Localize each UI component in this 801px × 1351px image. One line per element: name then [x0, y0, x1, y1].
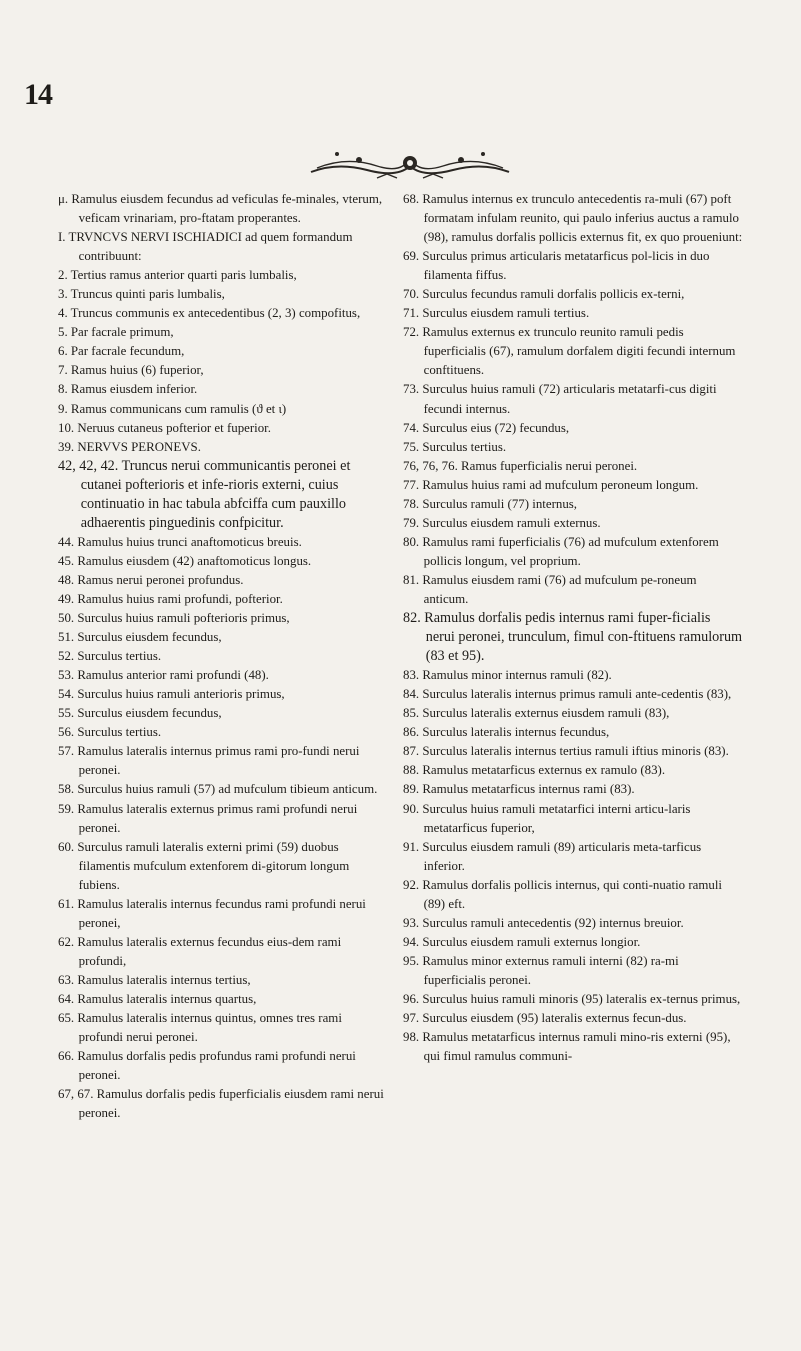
right-column	[403, 190, 743, 1066]
entry: 55. Surculus eiusdem fecundus,	[58, 706, 222, 721]
entry: 49. Ramulus huius rami profundi, pofterior.	[58, 591, 283, 606]
entry: 67, 67. Ramulus dorfalis pedis fuperficialis eiusdem rami nerui peronei.	[58, 1087, 384, 1121]
entry: 91. Surculus eiusdem ramuli (89) articularis meta-tarficus inferior.	[403, 839, 702, 873]
entry: 10. Neruus cutaneus pofterior et fuperior.	[58, 420, 271, 435]
entry: 61. Ramulus lateralis internus fecundus rami profundi nerui peronei,	[58, 896, 366, 930]
entry: 44. Ramulus huius trunci anaftomoticus breuis.	[58, 534, 302, 549]
entry: 84. Surculus lateralis internus primus ramuli ante-cedentis (83),	[403, 687, 732, 702]
entry: μ. Ramulus eiusdem fecundus ad veficulas fe-minales, vterum, veficam vrinariam, pro-ftatam properantes.	[58, 192, 383, 226]
entry: 5. Par facrale primum,	[58, 325, 174, 340]
entry: 75. Surculus tertius.	[403, 439, 507, 454]
entry: 50. Surculus huius ramuli pofterioris primus,	[58, 611, 290, 626]
entry: 81. Ramulus eiusdem rami (76) ad mufculum pe-roneum anticum.	[403, 572, 697, 606]
entry: 83. Ramulus minor internus ramuli (82).	[403, 668, 612, 683]
entry: 45. Ramulus eiusdem (42) anaftomoticus longus.	[58, 553, 312, 568]
entry: 60. Surculus ramuli lateralis externi primi (59) duobus filamentis mufculum extenforem di-gitorum longum fubiens.	[58, 839, 350, 892]
entry: 68. Ramulus internus ex trunculo antecedentis ra-muli (67) poft formatam infulam reunito, qui paulo inferius auctus a ramulo (98), ramulus dorfalis pollicis externus fit, ex quo proueniunt:	[403, 192, 743, 245]
entry: 9. Ramus communicans cum ramulis (ϑ et ι)	[58, 401, 287, 416]
entry: 88. Ramulus metatarficus externus ex ramulo (83).	[403, 763, 666, 778]
entry: 56. Surculus tertius.	[58, 725, 162, 740]
entry: 72. Ramulus externus ex trunculo reunito ramuli pedis fuperficialis (67), ramulum dorfalem digiti fecundi internum conftituens.	[403, 325, 736, 378]
entry: 54. Surculus huius ramuli anterioris primus,	[58, 687, 285, 702]
entry: 97. Surculus eiusdem (95) lateralis externus fecun-dus.	[403, 1011, 687, 1026]
page-number: 14	[24, 78, 52, 111]
entry: 4. Truncus communis ex antecedentibus (2, 3) compofitus,	[58, 306, 361, 321]
entry: 87. Surculus lateralis internus tertius ramuli iftius minoris (83).	[403, 744, 729, 759]
left-column	[58, 190, 384, 1123]
entry: 95. Ramulus minor externus ramuli interni (82) ra-mi fuperficialis peronei.	[403, 953, 679, 987]
entry: 79. Surculus eiusdem ramuli externus.	[403, 515, 601, 530]
entry: 51. Surculus eiusdem fecundus,	[58, 630, 222, 645]
entry: 76, 76, 76. Ramus fuperficialis nerui peronei.	[403, 458, 638, 473]
decorative-headband-icon	[307, 148, 513, 182]
entry: 57. Ramulus lateralis internus primus rami pro-fundi nerui peronei.	[58, 744, 360, 778]
entry: 89. Ramulus metatarficus internus rami (83).	[403, 782, 635, 797]
entry: 64. Ramulus lateralis internus quartus,	[58, 991, 257, 1006]
entry: 58. Surculus huius ramuli (57) ad mufculum tibieum anticum.	[58, 782, 378, 797]
entry: 7. Ramus huius (6) fuperior,	[58, 363, 204, 378]
entry: 62. Ramulus lateralis externus fecundus eius-dem rami profundi,	[58, 934, 342, 968]
entry: 71. Surculus eiusdem ramuli tertius.	[403, 306, 590, 321]
entry: 80. Ramulus rami fuperficialis (76) ad mufculum extenforem pollicis longum, vel proprium.	[403, 534, 719, 568]
entry: 96. Surculus huius ramuli minoris (95) lateralis ex-ternus primus,	[403, 991, 741, 1006]
entry: 98. Ramulus metatarficus internus ramuli mino-ris externi (95), qui fimul ramulus communi-	[403, 1030, 731, 1064]
entry: 92. Ramulus dorfalis pollicis internus, qui conti-nuatio ramuli (89) eft.	[403, 877, 722, 911]
entry: 85. Surculus lateralis externus eiusdem ramuli (83),	[403, 706, 670, 721]
entry: 86. Surculus lateralis internus fecundus,	[403, 725, 610, 740]
entry: 2. Tertius ramus anterior quarti paris lumbalis,	[58, 268, 297, 283]
entry: 6. Par facrale fecundum,	[58, 344, 185, 359]
entry: 48. Ramus nerui peronei profundus.	[58, 572, 244, 587]
entry: 42, 42, 42. Truncus nerui communicantis peronei et cutanei pofterioris et infe-rioris externi, cuius continuatio in hac tabula abfciffa cum pauxillo adhaerentis pinguedinis confpicitur.	[58, 457, 351, 531]
entry: I. TRVNCVS NERVI ISCHIADICI ad quem formandum contribuunt:	[58, 230, 353, 264]
entry: 8. Ramus eiusdem inferior.	[58, 382, 198, 397]
entry: 65. Ramulus lateralis internus quintus, omnes tres rami profundi nerui peronei.	[58, 1011, 342, 1045]
entry: 39. NERVVS PERONEVS.	[58, 439, 201, 454]
entry: 70. Surculus fecundus ramuli dorfalis pollicis ex-terni,	[403, 287, 685, 302]
entry: 53. Ramulus anterior rami profundi (48).	[58, 668, 269, 683]
entry: 74. Surculus eius (72) fecundus,	[403, 420, 570, 435]
entry: 77. Ramulus huius rami ad mufculum peroneum longum.	[403, 477, 699, 492]
entry: 66. Ramulus dorfalis pedis profundus rami profundi nerui peronei.	[58, 1049, 356, 1083]
entry: 73. Surculus huius ramuli (72) articularis metatarfi-cus digiti fecundi internus.	[403, 382, 717, 416]
entry: 82. Ramulus dorfalis pedis internus rami fuper-ficialis nerui peronei, trunculum, fimul con-ftituens ramulorum (83 et 95).	[403, 610, 743, 665]
entry: 59. Ramulus lateralis externus primus rami profundi nerui peronei.	[58, 801, 358, 835]
entry: 93. Surculus ramuli antecedentis (92) internus breuior.	[403, 915, 684, 930]
entry: 52. Surculus tertius.	[58, 649, 162, 664]
entry: 94. Surculus eiusdem ramuli externus longior.	[403, 934, 641, 949]
entry: 90. Surculus huius ramuli metatarfici interni articu-laris metatarficus fuperior,	[403, 801, 691, 835]
entry: 63. Ramulus lateralis internus tertius,	[58, 972, 251, 987]
entry: 78. Surculus ramuli (77) internus,	[403, 496, 577, 511]
entry: 3. Truncus quinti paris lumbalis,	[58, 287, 225, 302]
entry: 69. Surculus primus articularis metatarficus pol-licis in duo filamenta fiffus.	[403, 249, 710, 283]
